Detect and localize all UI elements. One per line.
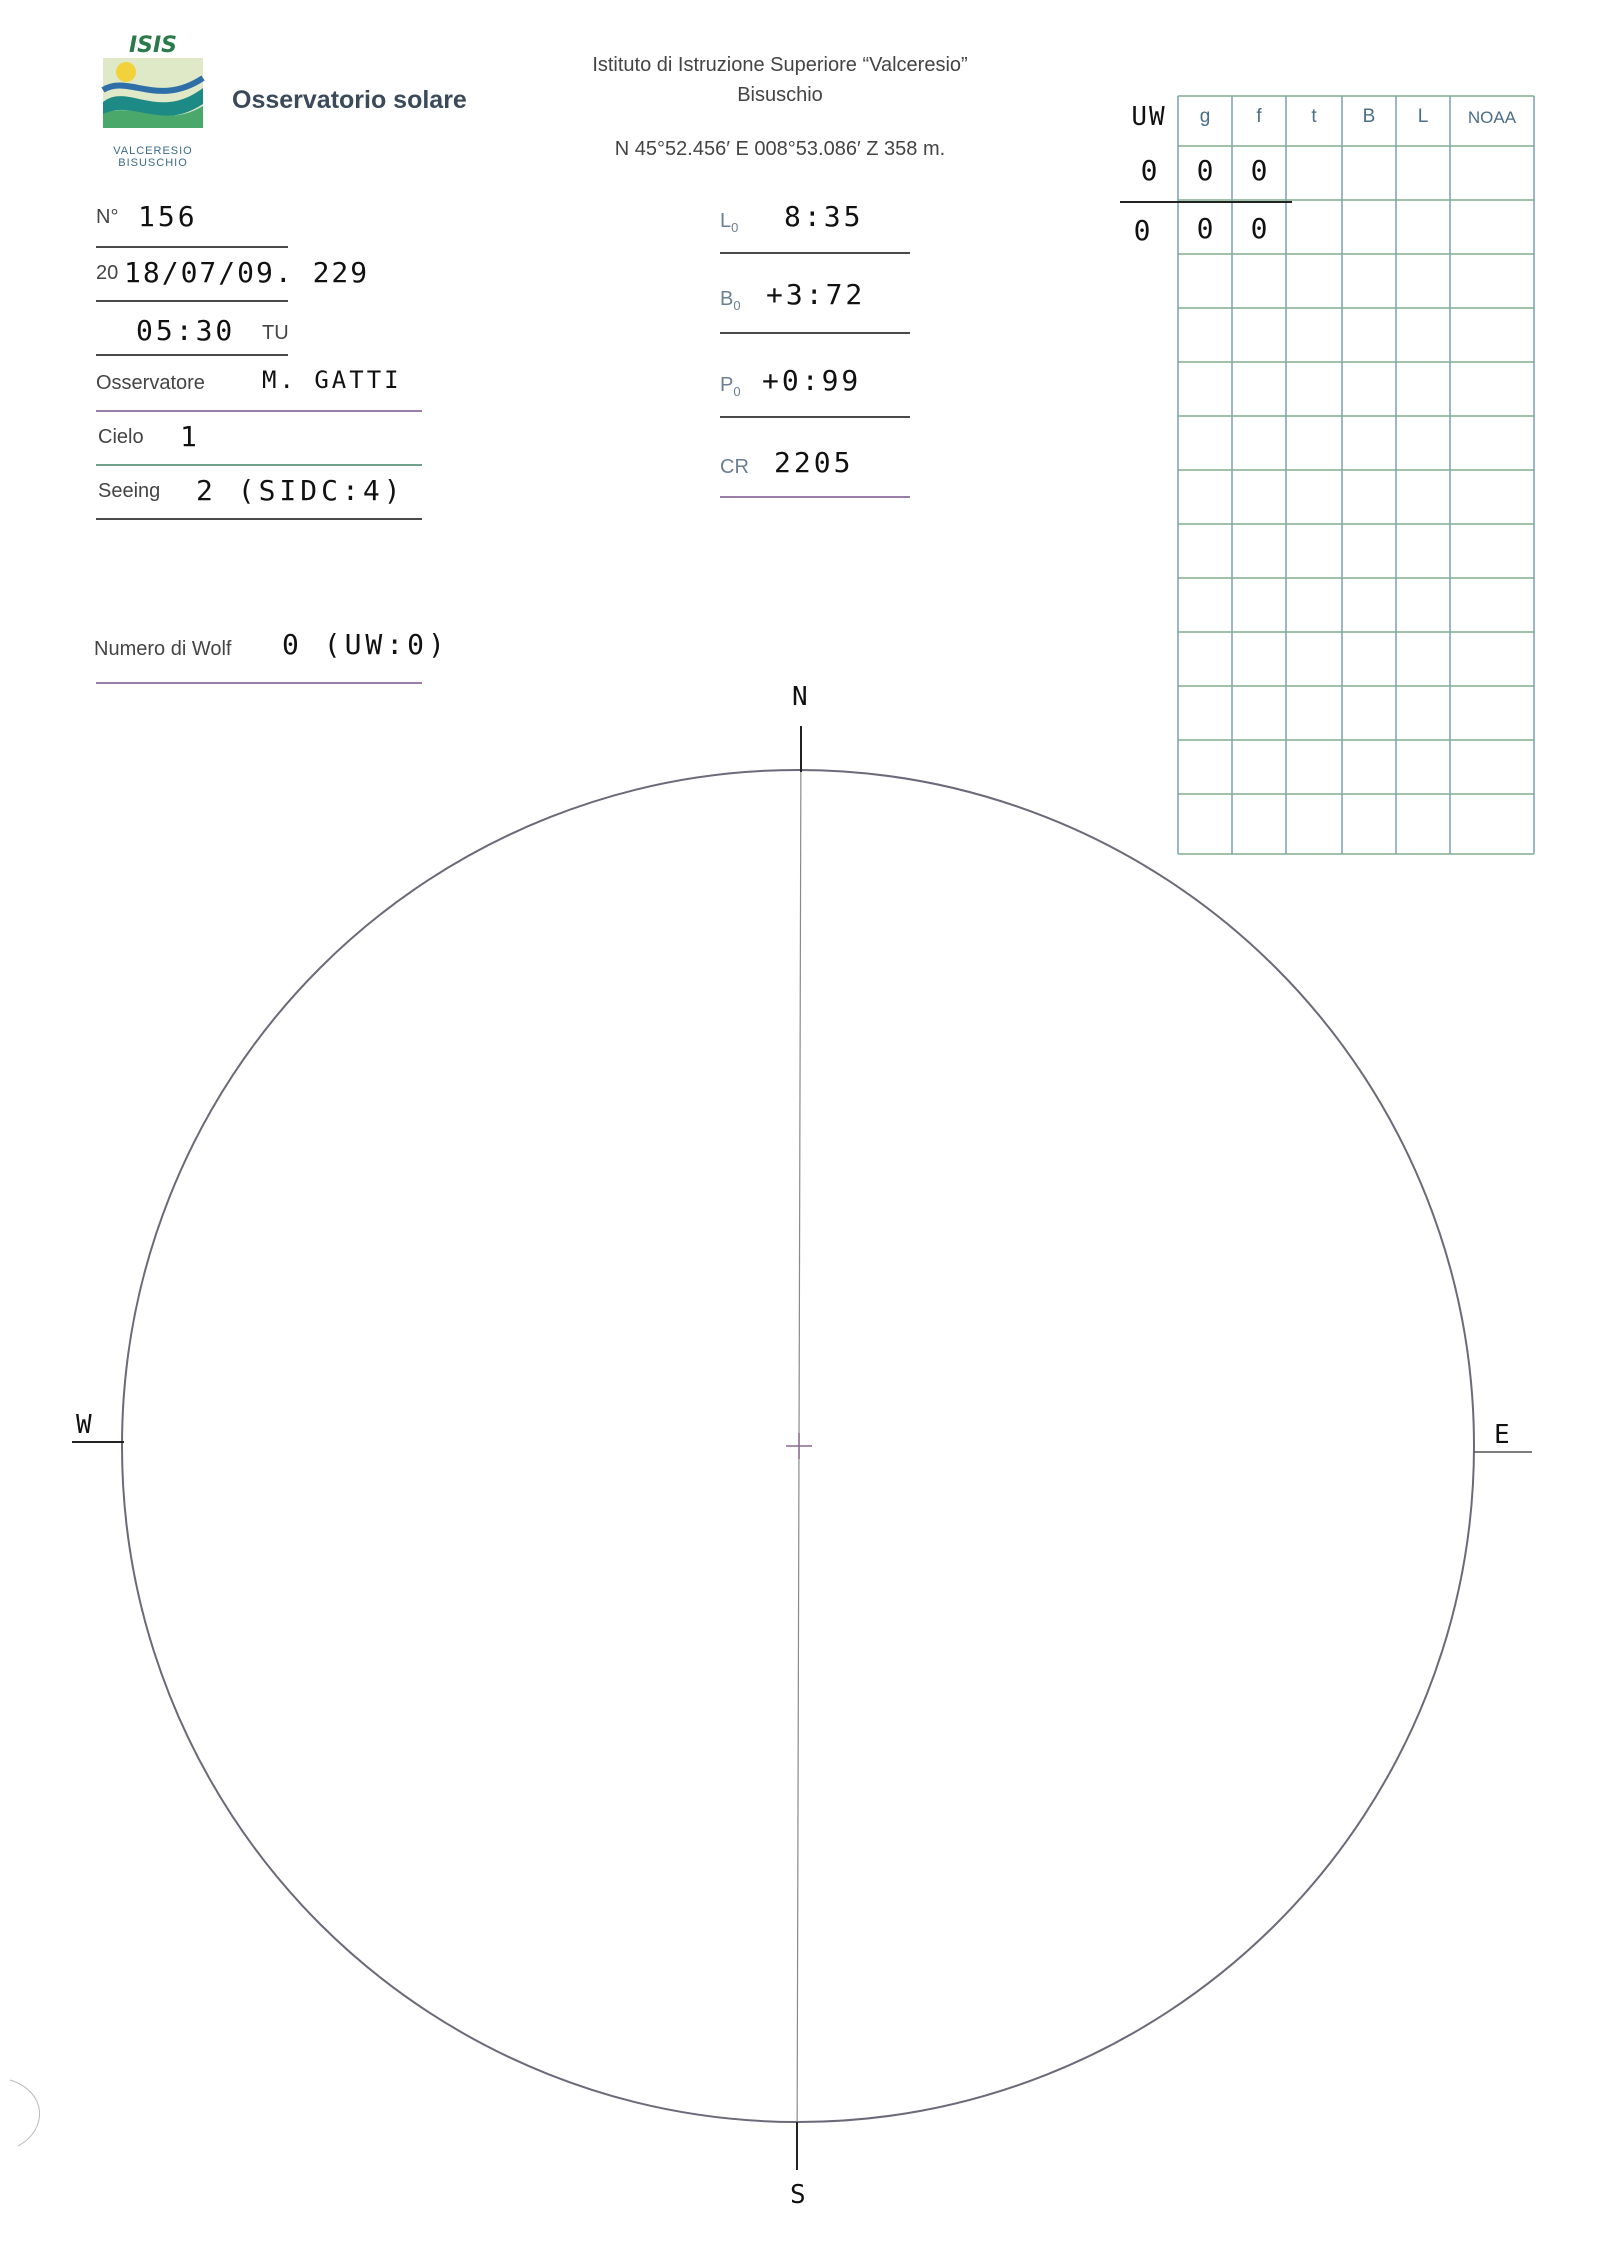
- row2-f: 0: [1250, 212, 1268, 245]
- cr-label: CR: [720, 456, 749, 478]
- cr-value: 2205: [774, 446, 854, 479]
- compass-south: S: [790, 2180, 806, 2210]
- observatory-title: Osservatorio solare: [232, 86, 467, 114]
- observer-label: Osservatore: [96, 372, 205, 394]
- institute-name: Istituto di Istruzione Superiore “Valceresio”: [592, 54, 968, 76]
- l0-label: $L_0$: [720, 210, 739, 235]
- wolf-value: 0 (UW:0): [282, 628, 449, 661]
- col-header-l: L: [1417, 106, 1429, 127]
- p0-value: +0:99: [762, 364, 862, 397]
- date-prefix: 20: [96, 262, 119, 284]
- page-edge-mark: [10, 2080, 40, 2146]
- col-header-g: g: [1199, 106, 1211, 127]
- row2-uw: 0: [1133, 214, 1151, 247]
- sky-label: Cielo: [98, 426, 144, 448]
- logo-subtitle-2: BISUSCHIO: [118, 157, 188, 169]
- time-unit: TU: [262, 322, 289, 344]
- b0-value: +3:72: [766, 278, 866, 311]
- number-value: 156: [138, 200, 198, 233]
- number-label: N°: [96, 206, 119, 228]
- compass-west: W: [76, 1410, 92, 1440]
- col-header-f: f: [1256, 106, 1262, 127]
- compass-east: E: [1494, 1420, 1510, 1450]
- row1-g: 0: [1196, 154, 1214, 187]
- col-header-t: t: [1311, 106, 1317, 127]
- row2-g: 0: [1196, 212, 1214, 245]
- col-header-b: B: [1362, 106, 1376, 127]
- col-header-uw: UW: [1131, 102, 1167, 132]
- seeing-value: 2 (SIDC:4): [196, 474, 405, 507]
- col-header-noaa: NOAA: [1467, 108, 1517, 127]
- wolf-label: Numero di Wolf: [94, 638, 232, 660]
- l0-value: 8:35: [784, 200, 864, 233]
- coordinates: N 45°52.456′ E 008°53.086′ Z 358 m.: [614, 138, 946, 160]
- logo-mark: ISIS: [128, 33, 178, 58]
- date-value: 18/07/09. 229: [124, 256, 370, 289]
- seeing-label: Seeing: [98, 480, 161, 502]
- observer-value: M. GATTI: [262, 366, 402, 394]
- p0-label: $P_0$: [720, 374, 741, 399]
- row1-f: 0: [1250, 154, 1268, 187]
- sky-value: 1: [180, 420, 200, 453]
- institute-town: Bisuschio: [737, 84, 823, 106]
- b0-label: $B_0$: [720, 288, 741, 313]
- compass-north: N: [792, 682, 808, 712]
- row1-uw: 0: [1140, 154, 1158, 187]
- logo-subtitle-1: VALCERESIO: [113, 145, 193, 157]
- time-value: 05:30: [136, 314, 236, 347]
